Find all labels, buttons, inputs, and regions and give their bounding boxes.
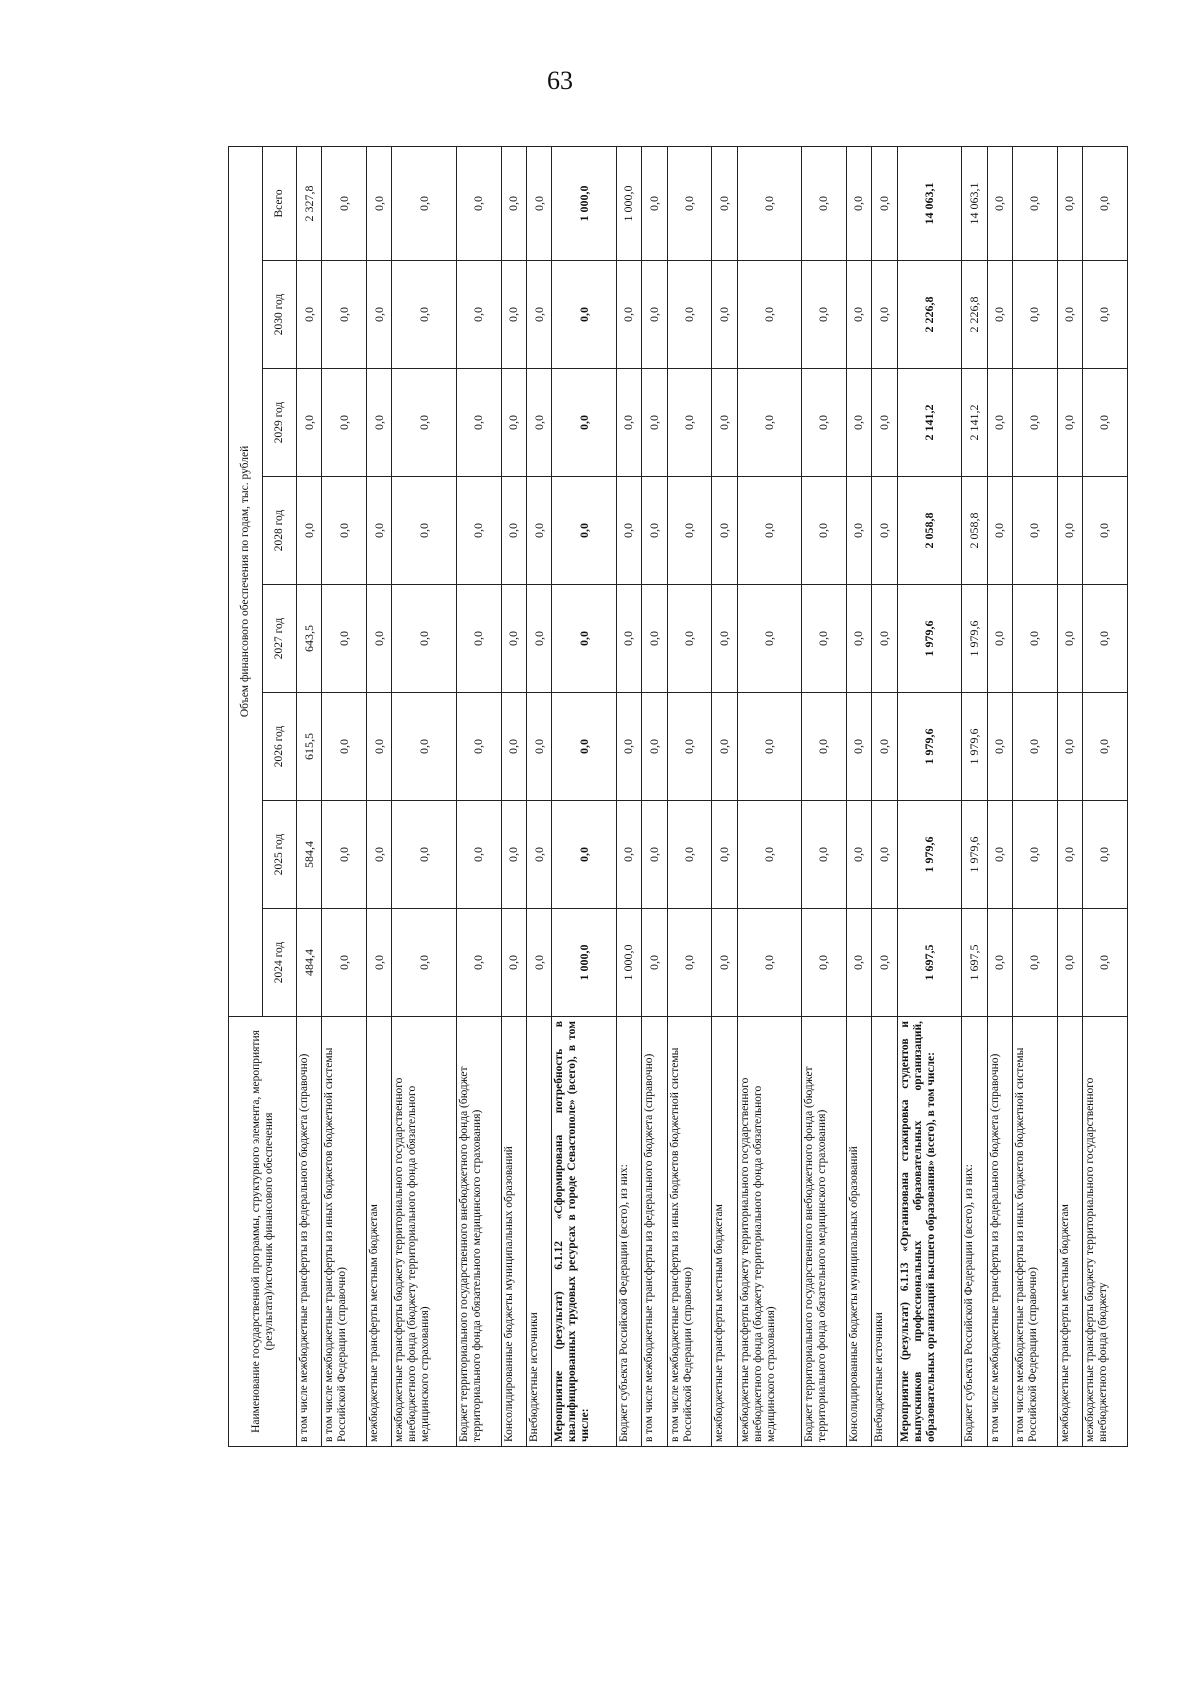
- row-value: 0,0: [642, 369, 667, 477]
- row-value: 0,0: [322, 261, 367, 369]
- table-row: [1013, 146, 1058, 1446]
- row-value: 0,0: [737, 585, 802, 693]
- row-label: в том числе межбюджетные трансферты из федерального бюджета (справочно): [987, 1017, 1012, 1447]
- row-value: 0,0: [1013, 477, 1058, 585]
- row-value: 0,0: [392, 585, 457, 693]
- row-value: 1 979,6: [897, 693, 962, 801]
- row-value: 1 697,5: [897, 909, 962, 1017]
- row-value: 0,0: [367, 146, 392, 260]
- row-value: 0,0: [616, 693, 641, 801]
- table-row: [552, 146, 617, 1446]
- row-value: 0,0: [667, 477, 712, 585]
- row-value: 0,0: [872, 477, 897, 585]
- header-volume-group: Объем финансового обеспечения по годам, тыс. рублей: [229, 146, 263, 1016]
- row-value: 0,0: [872, 801, 897, 909]
- row-value: 2 058,8: [962, 477, 987, 585]
- header-year-4: 2028 год: [263, 477, 297, 585]
- row-value: 0,0: [1057, 477, 1082, 585]
- row-value: 0,0: [642, 261, 667, 369]
- row-value: 0,0: [987, 369, 1012, 477]
- table-row: [501, 146, 526, 1446]
- table-body: [297, 146, 1128, 1446]
- row-value: 0,0: [642, 585, 667, 693]
- row-value: 0,0: [1083, 369, 1128, 477]
- table-row: [737, 146, 802, 1446]
- table-row: [367, 146, 392, 1446]
- row-value: 0,0: [367, 909, 392, 1017]
- row-value: 0,0: [552, 261, 617, 369]
- row-value: 0,0: [987, 146, 1012, 260]
- row-value: 0,0: [392, 477, 457, 585]
- row-value: 0,0: [712, 369, 737, 477]
- row-value: 0,0: [501, 801, 526, 909]
- row-value: 0,0: [802, 585, 847, 693]
- row-value: 0,0: [737, 693, 802, 801]
- row-value: 2 141,2: [962, 369, 987, 477]
- row-value: 0,0: [737, 146, 802, 260]
- table-row: [527, 146, 552, 1446]
- row-value: 0,0: [552, 801, 617, 909]
- row-value: 0,0: [322, 477, 367, 585]
- table-row: [1057, 146, 1082, 1446]
- row-value: 0,0: [322, 693, 367, 801]
- row-label: Мероприятие (результат) 6.1.12 «Сформирована потребность в квалифицированных трудовых ресурсах в городе Севастополе» (всего), в том числе:: [552, 1017, 617, 1447]
- row-value: 0,0: [846, 801, 871, 909]
- row-value: 0,0: [616, 261, 641, 369]
- row-label: Консолидированные бюджеты муниципальных образований: [846, 1017, 871, 1447]
- row-value: 14 063,1: [897, 146, 962, 260]
- row-value: 0,0: [322, 369, 367, 477]
- row-value: 2 327,8: [297, 146, 322, 260]
- row-value: 0,0: [1057, 585, 1082, 693]
- row-value: 0,0: [322, 909, 367, 1017]
- row-value: 0,0: [802, 909, 847, 1017]
- row-value: 0,0: [392, 909, 457, 1017]
- row-value: 0,0: [392, 693, 457, 801]
- row-value: 1 979,6: [897, 801, 962, 909]
- row-value: 0,0: [872, 261, 897, 369]
- table-row: [872, 146, 897, 1446]
- row-value: 0,0: [1083, 477, 1128, 585]
- row-value: 0,0: [297, 477, 322, 585]
- row-value: 1 979,6: [962, 585, 987, 693]
- row-label: в том числе межбюджетные трансферты из иных бюджетов бюджетной системы Российской Федерации (справочно): [1013, 1017, 1058, 1447]
- row-value: 0,0: [1083, 585, 1128, 693]
- row-value: 0,0: [642, 693, 667, 801]
- row-value: 0,0: [987, 477, 1012, 585]
- header-row-group: [229, 146, 263, 1446]
- row-value: 0,0: [527, 146, 552, 260]
- table-row: [456, 146, 501, 1446]
- row-value: 0,0: [802, 369, 847, 477]
- row-value: 0,0: [1083, 261, 1128, 369]
- row-value: 0,0: [1083, 801, 1128, 909]
- row-label: межбюджетные трансферты бюджету территориального государственного внебюджетного фонда (бюджету: [1083, 1017, 1128, 1447]
- row-value: 643,5: [297, 585, 322, 693]
- row-value: 1 979,6: [962, 693, 987, 801]
- row-value: 0,0: [1013, 909, 1058, 1017]
- row-value: 0,0: [737, 909, 802, 1017]
- row-value: 0,0: [737, 261, 802, 369]
- row-value: 0,0: [367, 801, 392, 909]
- row-value: 0,0: [501, 477, 526, 585]
- row-value: 1 000,0: [616, 909, 641, 1017]
- row-value: 0,0: [846, 693, 871, 801]
- row-value: 1 000,0: [616, 146, 641, 260]
- row-label: в том числе межбюджетные трансферты из федерального бюджета (справочно): [642, 1017, 667, 1447]
- row-value: 0,0: [667, 585, 712, 693]
- row-value: 0,0: [456, 585, 501, 693]
- row-value: 0,0: [642, 909, 667, 1017]
- table-row: [987, 146, 1012, 1446]
- row-label: в том числе межбюджетные трансферты из федерального бюджета (справочно): [297, 1017, 322, 1447]
- row-value: 0,0: [737, 801, 802, 909]
- row-value: 0,0: [846, 369, 871, 477]
- row-value: 0,0: [1057, 693, 1082, 801]
- row-value: 0,0: [642, 146, 667, 260]
- table-row: [712, 146, 737, 1446]
- row-value: 0,0: [367, 261, 392, 369]
- table-row: [1083, 146, 1128, 1446]
- table-row: [802, 146, 847, 1446]
- row-value: 0,0: [527, 801, 552, 909]
- row-value: 0,0: [501, 909, 526, 1017]
- row-value: 0,0: [872, 693, 897, 801]
- row-value: 0,0: [1013, 146, 1058, 260]
- financing-table: [228, 146, 1128, 1447]
- row-value: 0,0: [322, 801, 367, 909]
- row-value: 0,0: [846, 909, 871, 1017]
- row-value: 0,0: [846, 261, 871, 369]
- row-value: 0,0: [667, 693, 712, 801]
- row-label: в том числе межбюджетные трансферты из иных бюджетов бюджетной системы Российской Федерации (справочно): [667, 1017, 712, 1447]
- row-value: 0,0: [1013, 693, 1058, 801]
- row-label: Бюджет территориального государственного внебюджетного фонда (бюджет территориального фонда обязательного медицинского страхования): [802, 1017, 847, 1447]
- row-value: 0,0: [712, 801, 737, 909]
- row-value: 0,0: [616, 801, 641, 909]
- header-year-3: 2027 год: [263, 585, 297, 693]
- page-number: 63: [547, 66, 573, 95]
- row-value: 0,0: [392, 146, 457, 260]
- row-value: 0,0: [367, 585, 392, 693]
- row-value: 0,0: [802, 146, 847, 260]
- row-value: 0,0: [456, 909, 501, 1017]
- header-year-1: 2025 год: [263, 801, 297, 909]
- row-value: 0,0: [1083, 909, 1128, 1017]
- row-value: 0,0: [737, 369, 802, 477]
- row-value: 0,0: [297, 261, 322, 369]
- row-value: 0,0: [987, 261, 1012, 369]
- row-value: 0,0: [616, 585, 641, 693]
- row-value: 0,0: [712, 585, 737, 693]
- row-value: 0,0: [667, 369, 712, 477]
- row-label: межбюджетные трансферты местным бюджетам: [1057, 1017, 1082, 1447]
- row-value: 0,0: [456, 146, 501, 260]
- row-value: 0,0: [552, 585, 617, 693]
- row-value: 0,0: [552, 477, 617, 585]
- header-year-0: 2024 год: [263, 909, 297, 1017]
- table-row: [667, 146, 712, 1446]
- row-value: 0,0: [846, 585, 871, 693]
- table-row: [322, 146, 367, 1446]
- row-value: 0,0: [987, 585, 1012, 693]
- row-value: 0,0: [501, 261, 526, 369]
- row-label: Консолидированные бюджеты муниципальных образований: [501, 1017, 526, 1447]
- row-value: 0,0: [322, 146, 367, 260]
- row-value: 1 697,5: [962, 909, 987, 1017]
- header-year-7: Всего: [263, 146, 297, 260]
- row-value: 0,0: [846, 477, 871, 585]
- row-value: 0,0: [1083, 146, 1128, 260]
- row-value: 0,0: [392, 369, 457, 477]
- row-value: 2 226,8: [897, 261, 962, 369]
- row-label: Бюджет субъекта Российской Федерации (всего), из них:: [962, 1017, 987, 1447]
- row-value: 484,4: [297, 909, 322, 1017]
- row-value: 0,0: [1013, 369, 1058, 477]
- row-value: 0,0: [642, 477, 667, 585]
- row-value: 2 058,8: [897, 477, 962, 585]
- row-label: Бюджет территориального государственного внебюджетного фонда (бюджет территориального фонда обязательного медицинского страхования): [456, 1017, 501, 1447]
- row-value: 0,0: [456, 477, 501, 585]
- row-value: 0,0: [712, 477, 737, 585]
- header-year-6: 2030 год: [263, 261, 297, 369]
- row-value: 0,0: [802, 477, 847, 585]
- row-value: 0,0: [802, 261, 847, 369]
- row-value: 0,0: [1083, 693, 1128, 801]
- row-value: 0,0: [1057, 261, 1082, 369]
- row-value: 0,0: [987, 909, 1012, 1017]
- row-label: межбюджетные трансферты бюджету территориального государственного внебюджетного фонда (бюджету территориального фонда обязательного медицинского страхования): [392, 1017, 457, 1447]
- row-value: 0,0: [527, 369, 552, 477]
- row-label: Внебюджетные источники: [527, 1017, 552, 1447]
- row-value: 0,0: [527, 909, 552, 1017]
- table-row: [616, 146, 641, 1446]
- row-label: межбюджетные трансферты бюджету территориального государственного внебюджетного фонда (бюджету территориального фонда обязательного медицинского страхования): [737, 1017, 802, 1447]
- row-value: 0,0: [1057, 146, 1082, 260]
- row-value: 2 226,8: [962, 261, 987, 369]
- row-value: 2 141,2: [897, 369, 962, 477]
- table-row: [392, 146, 457, 1446]
- row-value: 0,0: [616, 477, 641, 585]
- row-value: 0,0: [987, 801, 1012, 909]
- row-value: 584,4: [297, 801, 322, 909]
- row-value: 0,0: [501, 693, 526, 801]
- row-value: 0,0: [667, 801, 712, 909]
- table-row: [897, 146, 962, 1446]
- header-year-2: 2026 год: [263, 693, 297, 801]
- row-value: 0,0: [987, 693, 1012, 801]
- row-value: 0,0: [456, 801, 501, 909]
- row-value: 0,0: [322, 585, 367, 693]
- row-value: 14 063,1: [962, 146, 987, 260]
- row-value: 0,0: [1013, 801, 1058, 909]
- row-label: Мероприятие (результат) 6.1.13 «Организована стажировка студентов и выпускников профессиональных образовательных организаций, образовательных организаций высшего образования» (всего), в том числе:: [897, 1017, 962, 1447]
- row-value: 0,0: [527, 477, 552, 585]
- row-label: Внебюджетные источники: [872, 1017, 897, 1447]
- row-value: 0,0: [367, 693, 392, 801]
- row-value: 0,0: [667, 909, 712, 1017]
- row-value: 1 000,0: [552, 909, 617, 1017]
- row-value: 0,0: [667, 146, 712, 260]
- row-value: 0,0: [297, 369, 322, 477]
- row-value: 0,0: [501, 585, 526, 693]
- row-value: 0,0: [552, 693, 617, 801]
- row-value: 0,0: [501, 369, 526, 477]
- row-value: 0,0: [552, 369, 617, 477]
- row-value: 0,0: [527, 585, 552, 693]
- table-row: [642, 146, 667, 1446]
- row-value: 0,0: [712, 693, 737, 801]
- row-value: 0,0: [527, 261, 552, 369]
- row-value: 0,0: [367, 477, 392, 585]
- row-value: 0,0: [642, 801, 667, 909]
- row-value: 0,0: [1057, 909, 1082, 1017]
- row-value: 0,0: [1013, 585, 1058, 693]
- rotated-table-container: [228, 147, 1128, 1447]
- row-label: межбюджетные трансферты местным бюджетам: [367, 1017, 392, 1447]
- table-row: [962, 146, 987, 1446]
- row-value: 0,0: [712, 146, 737, 260]
- row-value: 0,0: [872, 369, 897, 477]
- row-label: межбюджетные трансферты местным бюджетам: [712, 1017, 737, 1447]
- row-value: 0,0: [456, 261, 501, 369]
- row-value: 0,0: [392, 801, 457, 909]
- row-value: 0,0: [712, 909, 737, 1017]
- row-value: 0,0: [872, 585, 897, 693]
- row-value: 0,0: [456, 693, 501, 801]
- row-value: 0,0: [872, 909, 897, 1017]
- row-value: 0,0: [1013, 261, 1058, 369]
- row-value: 1 979,6: [962, 801, 987, 909]
- header-name-col: Наименование государственной программы, структурного элемента, мероприятия (результата)/источник финансового обеспечения: [229, 1017, 297, 1447]
- row-value: 615,5: [297, 693, 322, 801]
- row-value: 0,0: [667, 261, 712, 369]
- table-row: [297, 146, 322, 1446]
- row-value: 0,0: [392, 261, 457, 369]
- row-value: 0,0: [1057, 801, 1082, 909]
- row-value: 0,0: [872, 146, 897, 260]
- row-value: 0,0: [616, 369, 641, 477]
- row-label: Бюджет субъекта Российской Федерации (всего), из них:: [616, 1017, 641, 1447]
- row-value: 1 979,6: [897, 585, 962, 693]
- header-year-5: 2029 год: [263, 369, 297, 477]
- row-value: 0,0: [456, 369, 501, 477]
- row-value: 0,0: [802, 801, 847, 909]
- row-value: 0,0: [802, 693, 847, 801]
- row-label: в том числе межбюджетные трансферты из иных бюджетов бюджетной системы Российской Федерации (справочно): [322, 1017, 367, 1447]
- row-value: 0,0: [527, 693, 552, 801]
- row-value: 0,0: [737, 477, 802, 585]
- table-row: [846, 146, 871, 1446]
- row-value: 1 000,0: [552, 146, 617, 260]
- row-value: 0,0: [846, 146, 871, 260]
- row-value: 0,0: [501, 146, 526, 260]
- row-value: 0,0: [712, 261, 737, 369]
- row-value: 0,0: [367, 369, 392, 477]
- row-value: 0,0: [1057, 369, 1082, 477]
